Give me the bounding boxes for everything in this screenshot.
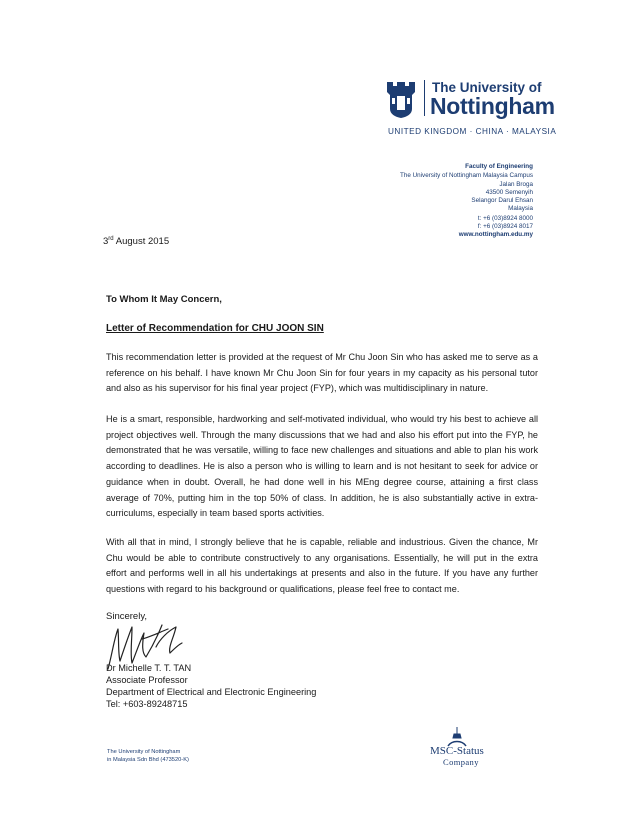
closing: Sincerely, (106, 611, 148, 622)
footer-line: The University of Nottingham (107, 749, 181, 755)
footer-line: in Malaysia Sdn Bhd (473520-K) (107, 757, 189, 763)
university-name-line2: Nottingham (430, 93, 555, 119)
university-crest-icon (384, 80, 418, 120)
address-line: 43500 Semenyih (485, 189, 533, 196)
address-line: Jalan Broga (499, 181, 533, 188)
university-name-line1: The University of (432, 80, 542, 95)
date-day: 3 (103, 236, 109, 247)
msc-company-label: Company (443, 757, 479, 767)
body-paragraph: He is a smart, responsible, hardworking and self-motivated individual, who would try his best to achieve all project objectives well. Through the many discussions that we had and also his effort put into the FYP, he demonstrated that he was versatile, willing to face new challenges and situations and able to plan his work according to deadlines. He is also a person who is willing to learn and is not hesitant to seek for advice or guidance when in doubt. Overall, he had done well in his MEng degree course, attaining a first class average of 70%, putting him in the top 50% of class. In addition, he is also substantially active in extra-curriculums, especially in team based sports activities. (106, 414, 538, 519)
campuses-line: UNITED KINGDOM · CHINA · MALAYSIA (388, 127, 557, 136)
logo-divider (424, 80, 425, 116)
address-faculty: Faculty of Engineering (465, 163, 533, 170)
body-paragraph: This recommendation letter is provided at the request of Mr Chu Joon Sin who has asked me to serve as a reference on his behalf. I have known Mr Chu Joon Sin for four years in my capacity as his personal tutor and also as his supervisor for his final year project (FYP), which was multidisciplinary in nature. (106, 352, 538, 394)
address-university: The University of Nottingham Malaysia Campus (400, 172, 533, 179)
date-month-year: August 2015 (113, 236, 170, 247)
letter-subject: Letter of Recommendation for CHU JOON SIN (106, 323, 324, 334)
address-fax: f: +6 (03)8924 8017 (477, 223, 533, 230)
address-website: www.nottingham.edu.my (458, 231, 533, 238)
signatory-telephone: Tel: +603-89248715 (106, 699, 188, 709)
address-line: Malaysia (508, 205, 533, 212)
date-suffix: rd (108, 236, 114, 242)
salutation: To Whom It May Concern, (106, 294, 222, 305)
msc-status-label: MSC-Status (430, 745, 484, 757)
letter-date (103, 236, 169, 247)
address-line: Selangor Darul Ehsan (471, 197, 533, 204)
address-telephone: t: +6 (03)8924 8000 (477, 215, 533, 222)
signatory-title: Associate Professor (106, 675, 188, 685)
signatory-name: Dr Michelle T. T. TAN (106, 663, 192, 673)
body-paragraph: With all that in mind, I strongly believe that he is capable, reliable and industrious. Given the chance, Mr Chu would be able to contribute constructively to any organisations. Essentially, he will put in the extra effort and performs well in all his undertakings at presents and also in the future. If you have any further questions with regard to his background or qualifications, please feel free to contact me. (106, 537, 538, 595)
signatory-department: Department of Electrical and Electronic Engineering (106, 687, 317, 697)
